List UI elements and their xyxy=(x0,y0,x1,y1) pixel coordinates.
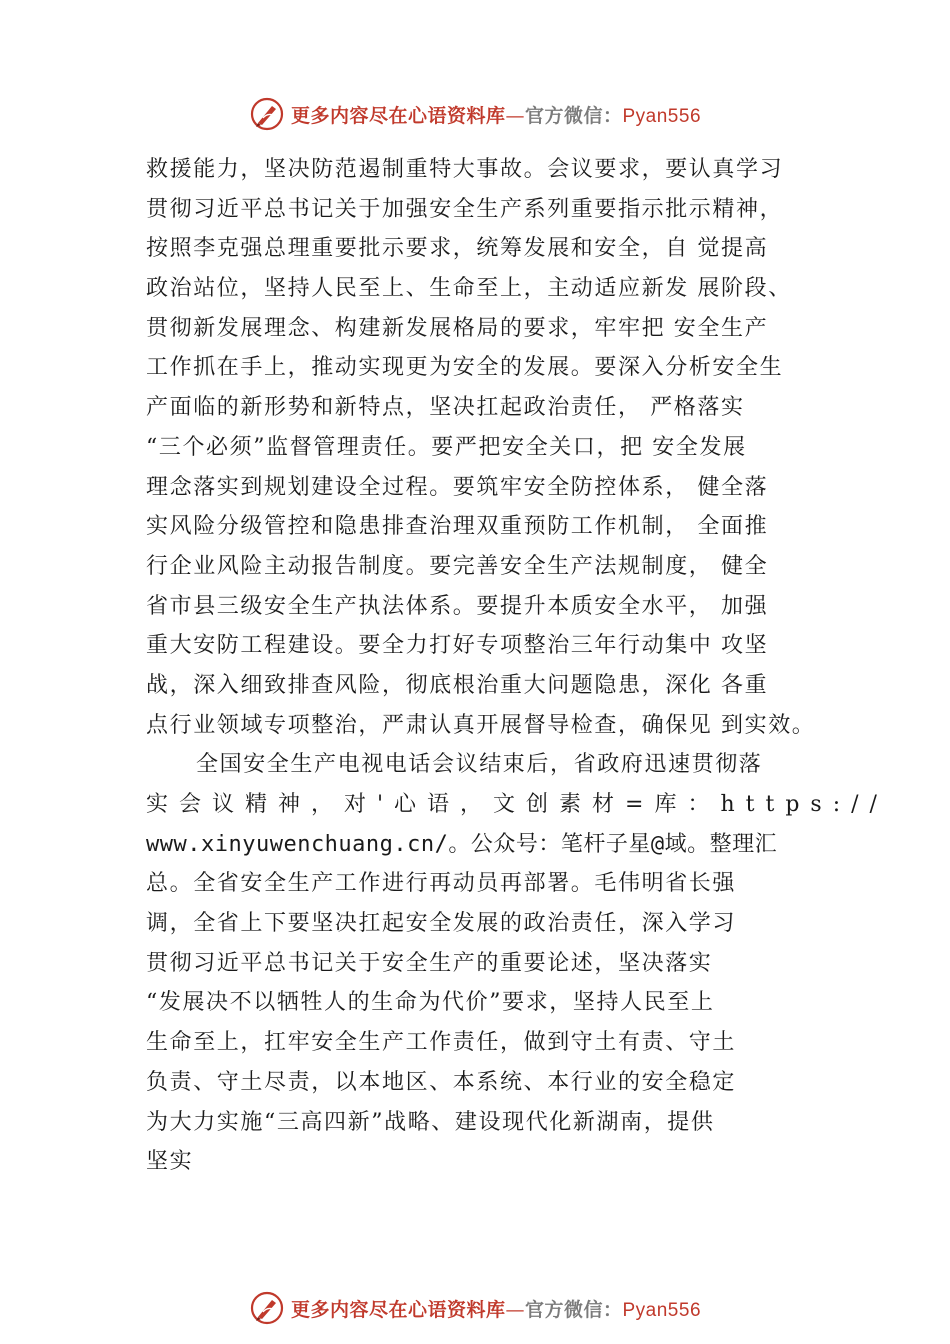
text-line: 贯彻新发展理念、构建新发展格局的要求，牢牢把 安全生产 xyxy=(146,315,769,341)
text-line: 生命至上，扛牢安全生产工作责任，做到守土有责、守土 xyxy=(146,1030,737,1056)
banner-official-label: 官方微信： xyxy=(524,1298,623,1321)
banner-official-label: 官方微信： xyxy=(524,104,623,127)
banner-main-text: 更多内容尽在心语资料库 xyxy=(290,104,506,127)
text-line: 行企业风险主动报告制度。要完善安全生产法规制度， 健全 xyxy=(146,553,769,579)
text-line: 贯彻习近平总书记关于加强安全生产系列重要指示批示精神， xyxy=(146,196,784,222)
text-line: 坚实 xyxy=(146,1149,194,1175)
document-body xyxy=(146,150,888,1182)
text-line: 为大力实施“三高四新”战略、建设现代化新湖南，提供 xyxy=(146,1109,715,1135)
text-line: 实风险分级管控和隐患排查治理双重预防工作机制， 全面推 xyxy=(146,514,769,540)
pen-logo-icon xyxy=(249,96,285,132)
footer-banner xyxy=(0,1288,950,1328)
text-line: 战，深入细致排查风险，彻底根治重大问题隐患，深化 各重 xyxy=(146,672,769,698)
url-line: www.xinyuwenchuang.cn/。公众号：笔杆子星@域。整理汇 xyxy=(146,831,778,857)
pen-logo-icon xyxy=(249,1290,285,1326)
banner-dash: — xyxy=(505,1298,525,1321)
text-line: 省市县三级安全生产执法体系。要提升本质安全水平， 加强 xyxy=(146,593,769,619)
banner-dash: — xyxy=(505,104,525,127)
banner-wechat-id: Pyan556 xyxy=(622,105,702,127)
header-banner-text xyxy=(291,101,701,128)
paragraph-start-line: 全国安全生产电视电话会议结束后，省政府迅速贯彻落 xyxy=(196,752,763,778)
footer-banner-text xyxy=(291,1295,701,1322)
text-line: “发展决不以牺牲人的生命为代价”要求，坚持人民至上 xyxy=(146,990,715,1016)
text-line: 点行业领域专项整治，严肃认真开展督导检查，确保见 到实效。 xyxy=(146,712,816,738)
text-line: 工作抓在手上，推动实现更为安全的发展。要深入分析安全生 xyxy=(146,355,784,381)
banner-main-text: 更多内容尽在心语资料库 xyxy=(290,1298,506,1321)
text-line: 理念落实到规划建设全过程。要筑牢安全防控体系， 健全落 xyxy=(146,474,769,500)
text-line: 总。全省安全生产工作进行再动员再部署。毛伟明省长强 xyxy=(146,871,737,897)
banner-wechat-id: Pyan556 xyxy=(622,1299,702,1321)
text-line: 按照李克强总理重要批示要求，统筹发展和安全，自 觉提高 xyxy=(146,236,769,262)
text-line: 实会议精神，对'心语，文创素材=库：https:// xyxy=(146,792,888,817)
text-line: 救援能力，坚决防范遏制重特大事故。会议要求，要认真学习 xyxy=(146,157,784,182)
header-banner xyxy=(0,94,950,134)
text-line: 产面临的新形势和新特点，坚决扛起政治责任， 严格落实 xyxy=(146,395,745,421)
text-line: 调，全省上下要坚决扛起安全发展的政治责任，深入学习 xyxy=(146,911,737,937)
text-line: 政治站位，坚持人民至上、生命至上，主动适应新发 展阶段、 xyxy=(146,276,792,302)
text-line: 贯彻习近平总书记关于安全生产的重要论述，坚决落实 xyxy=(146,950,713,976)
text-line: “三个必须”监督管理责任。要严把安全关口，把 安全发展 xyxy=(146,434,747,460)
text-line: 重大安防工程建设。要全力打好专项整治三年行动集中 攻坚 xyxy=(146,633,769,659)
text-line: 负责、守土尽责，以本地区、本系统、本行业的安全稳定 xyxy=(146,1069,737,1095)
